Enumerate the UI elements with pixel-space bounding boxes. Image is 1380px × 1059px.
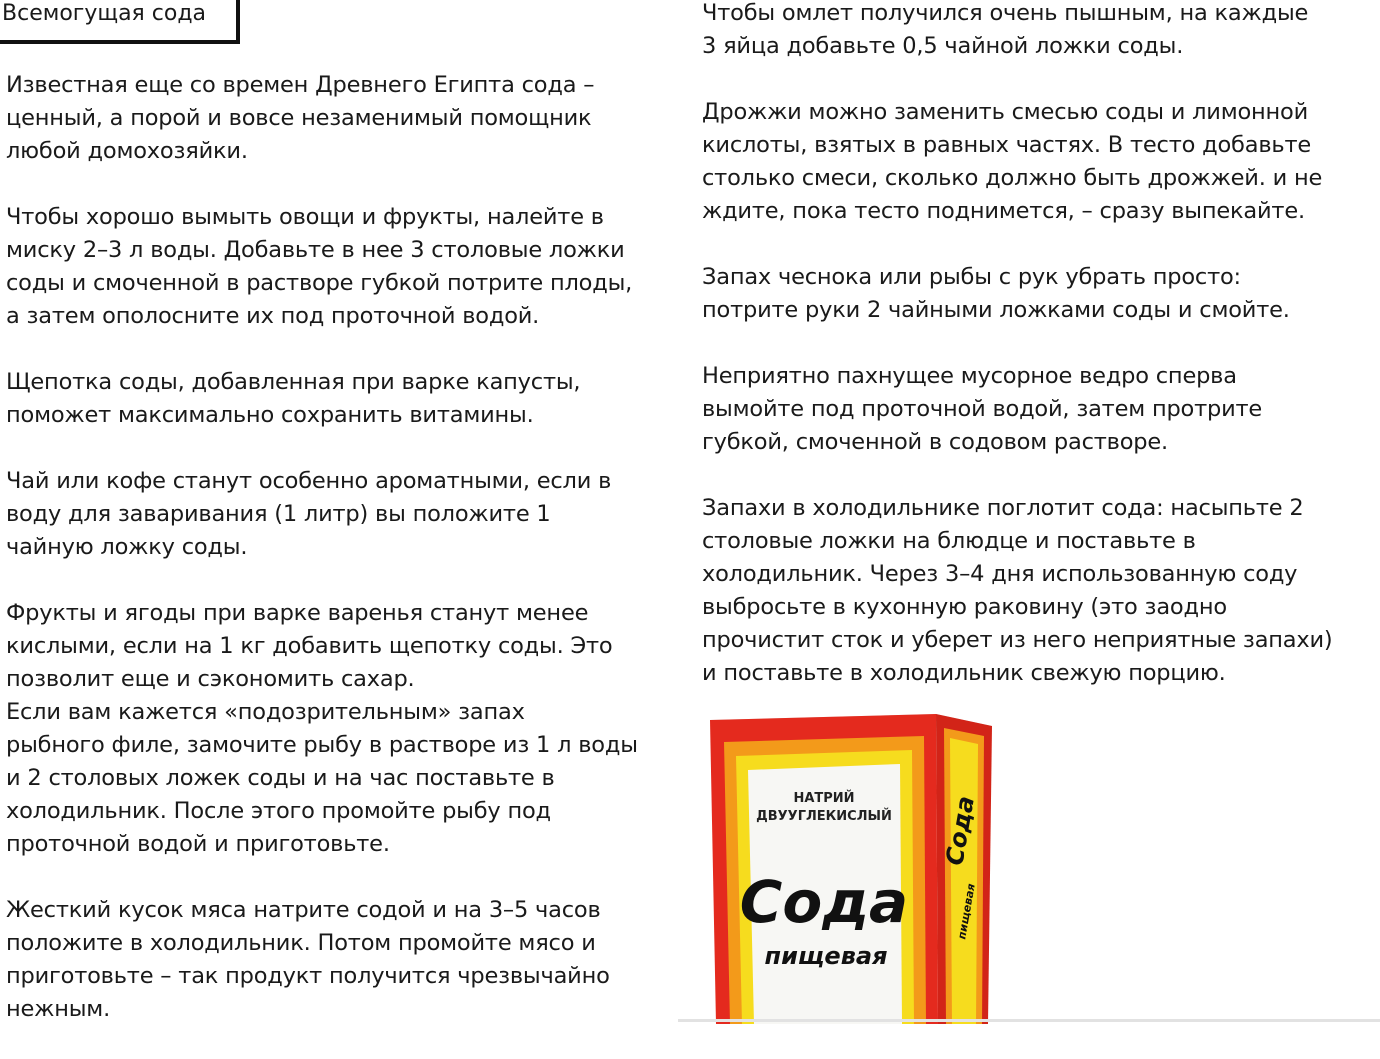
paragraph: Запахи в холодильнике поглотит сода: насыпьте 2 столовые ложки на блюдце и поставьте в холодильник. Через 3–4 дня использованную соду выбросьте в кухонную раковину (это заодно прочистит сток и уберет из него неприятные запахи) и поставьте в холодильник свежую порцию. <box>702 495 1333 686</box>
paragraph: Известная еще со времен Древнего Египта сода – ценный, а порой и вовсе незаменимый помощник любой домохозяйки. <box>6 72 595 164</box>
soda-box-image <box>706 712 996 1024</box>
subtitle-label: пищевая <box>764 942 888 970</box>
paragraph: Если вам кажется «подозрительным» запах рыбного филе, замочите рыбу в растворе из 1 л воды и 2 столовых ложек соды и на час поставьте в холодильник. После этого промойте рыбу под проточной водой и приготовьте. <box>6 699 638 857</box>
top-label-line1: НАТРИЙ <box>793 791 855 806</box>
paragraph: Жесткий кусок мяса натрите содой и на 3–5 часов положите в холодильник. Потом промойте мясо и приготовьте – так продукт получится чрезвычайно нежным. <box>6 897 610 1022</box>
page-title: Всемогущая сода <box>2 1 207 26</box>
paragraph: Фрукты и ягоды при варке варенья станут менее кислыми, если на 1 кг добавить щепотку соды. Это позволит еще и сэкономить сахар. <box>6 600 613 692</box>
bottom-divider <box>678 1019 1380 1022</box>
side-subtitle-label: пищевая <box>955 882 978 941</box>
top-label-line2: ДВУУГЛЕКИСЛЫЙ <box>756 809 892 824</box>
side-brand-label: Сода <box>940 793 980 868</box>
paragraph: Чтобы омлет получился очень пышным, на каждые 3 яйца добавьте 0,5 чайной ложки соды. <box>702 0 1309 59</box>
brand-label: Сода <box>739 868 909 936</box>
paragraph: Запах чеснока или рыбы с рук убрать просто: потрите руки 2 чайными ложками соды и смойте. <box>702 264 1290 323</box>
paragraph: Дрожжи можно заменить смесью соды и лимонной кислоты, взятых в равных частях. В тесто добавьте столько смеси, сколько должно быть дрожжей. и не ждите, пока тесто поднимется, – сразу выпекайте. <box>702 99 1323 224</box>
paragraph: Щепотка соды, добавленная при варке капусты, поможет максимально сохранить витамины. <box>6 369 581 428</box>
paragraph: Неприятно пахнущее мусорное ведро сперва вымойте под проточной водой, затем протрите губкой, смоченной в содовом растворе. <box>702 363 1263 455</box>
right-column <box>702 0 1374 723</box>
paragraph: Чтобы хорошо вымыть овощи и фрукты, налейте в миску 2–3 л воды. Добавьте в нее 3 столовые ложки соды и смоченной в растворе губкой потрите плоды, а затем ополосните их под проточной водой. <box>6 204 633 329</box>
title-box <box>0 0 240 44</box>
box-side-yellow <box>950 738 978 1024</box>
left-column <box>6 69 678 1059</box>
paragraph: Чай или кофе станут особенно ароматными, если в воду для заваривания (1 литр) вы положите 1 чайную ложку соды. <box>6 468 612 560</box>
